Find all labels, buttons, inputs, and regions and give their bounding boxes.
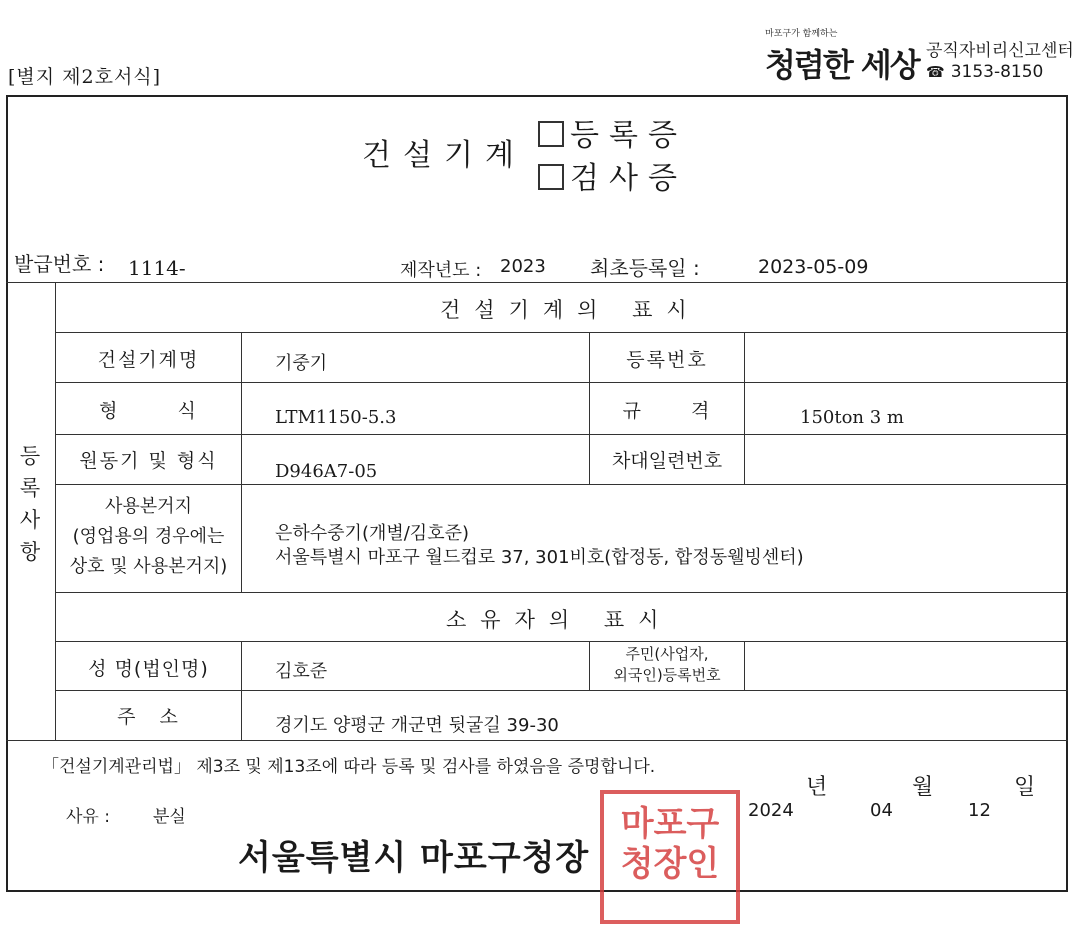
document-title: 건설기계 [362,138,526,173]
base-location-label-line: (영업용의 경우에는 [72,526,225,547]
base-location-value-line: 서울특별시 마포구 월드컵로 37, 301비호(합정동, 합정동웰빙센터) [275,547,804,568]
official-seal-stamp [600,790,740,924]
side-char: 항 [19,540,41,564]
column-border [241,641,242,740]
report-center-name: 공직자비리신고센터 [926,41,1074,61]
slogan-small-text: 마포구가 함께하는 [765,29,838,39]
registration-checkbox [538,121,564,147]
row-border [55,484,1068,485]
side-char: 사 [19,508,41,532]
registration-items-side-label [18,440,42,568]
section-title-border [55,332,1068,333]
reason-value: 분실 [153,807,186,827]
issue-no-label: 발급번호 : [14,252,105,276]
table-top-border [6,282,1068,283]
issue-day-value: 12 [968,800,991,821]
column-border [744,641,745,690]
side-char: 등 [19,444,41,468]
row-border [55,592,1068,593]
owner-id-label-line: 주민(사업자, [625,645,709,663]
base-location-value-line: 은하수중기(개별/김호준) [275,523,469,544]
form-number-label: [별지 제2호서식] [8,66,162,88]
owner-name-value: 김호준 [275,661,328,682]
model-label: 형 식 [99,400,198,422]
chassis-number-label: 차대일련번호 [611,450,723,472]
report-center-phone [926,62,1043,82]
machine-name-label: 건설기계명 [97,349,200,371]
base-location-value [275,522,804,570]
reason-label: 사유 : [66,807,110,827]
engine-value: D946A7-05 [275,461,378,482]
machine-section-title: 건설기계의 표시 [440,298,701,322]
row-border [55,434,1068,435]
spec-value: 150ton 3 m [800,407,904,428]
first-registration-label: 최초등록일 : [590,256,700,280]
day-label: 일 [1014,775,1036,800]
certification-statement: 「건설기계관리법」 제3조 및 제13조에 따라 등록 및 검사를 하였음을 증명합니다. [42,757,656,777]
spec-label: 규 격 [622,400,712,422]
owner-address-label: 주 소 [117,706,180,728]
manufacture-year-value: 2023 [500,256,546,277]
first-registration-value: 2023-05-09 [758,256,869,278]
manufacture-year-label: 제작년도 : [400,260,482,281]
table-bottom-border [6,740,1068,741]
base-location-label-line: 상호 및 사용본거지) [69,556,228,577]
phone-icon: ☎ [926,63,945,81]
model-value: LTM1150-5.3 [275,407,397,428]
column-border [744,332,745,484]
registration-option [538,110,687,154]
column-border [241,332,242,592]
issue-year-value: 2024 [748,800,794,821]
issue-no-value: 1114- [128,256,186,280]
base-location-label [56,492,241,582]
row-border [55,690,1068,691]
seal-text: 마포구청장인 [620,804,720,884]
row-border [55,382,1068,383]
machine-name-value: 기중기 [275,353,328,374]
registration-option-label: 등록증 [570,118,687,153]
registration-number-label: 등록번호 [626,349,708,371]
row-border [55,641,1068,642]
slogan-logo: 청렴한 세상 [765,46,919,84]
base-location-label-line: 사용본거지 [105,496,192,517]
owner-id-label-line: 외국인)등록번호 [613,666,721,684]
issue-month-value: 04 [870,800,893,821]
month-label: 월 [912,775,934,800]
inspection-option [538,153,687,197]
side-char: 록 [19,476,41,500]
owner-name-label: 성 명(법인명) [88,658,209,680]
phone-number: 3153-8150 [950,62,1044,82]
year-label: 년 [806,775,828,800]
inspection-checkbox [538,164,564,190]
owner-address-value: 경기도 양평군 개군면 뒷굴길 39-30 [275,715,559,736]
owner-section-title: 소유자의 표시 [446,608,673,632]
issuing-authority: 서울특별시 마포구청장 [238,838,590,878]
owner-id-label [590,644,744,686]
inspection-option-label: 검사증 [570,161,687,196]
engine-label: 원동기 및 형식 [79,450,218,472]
